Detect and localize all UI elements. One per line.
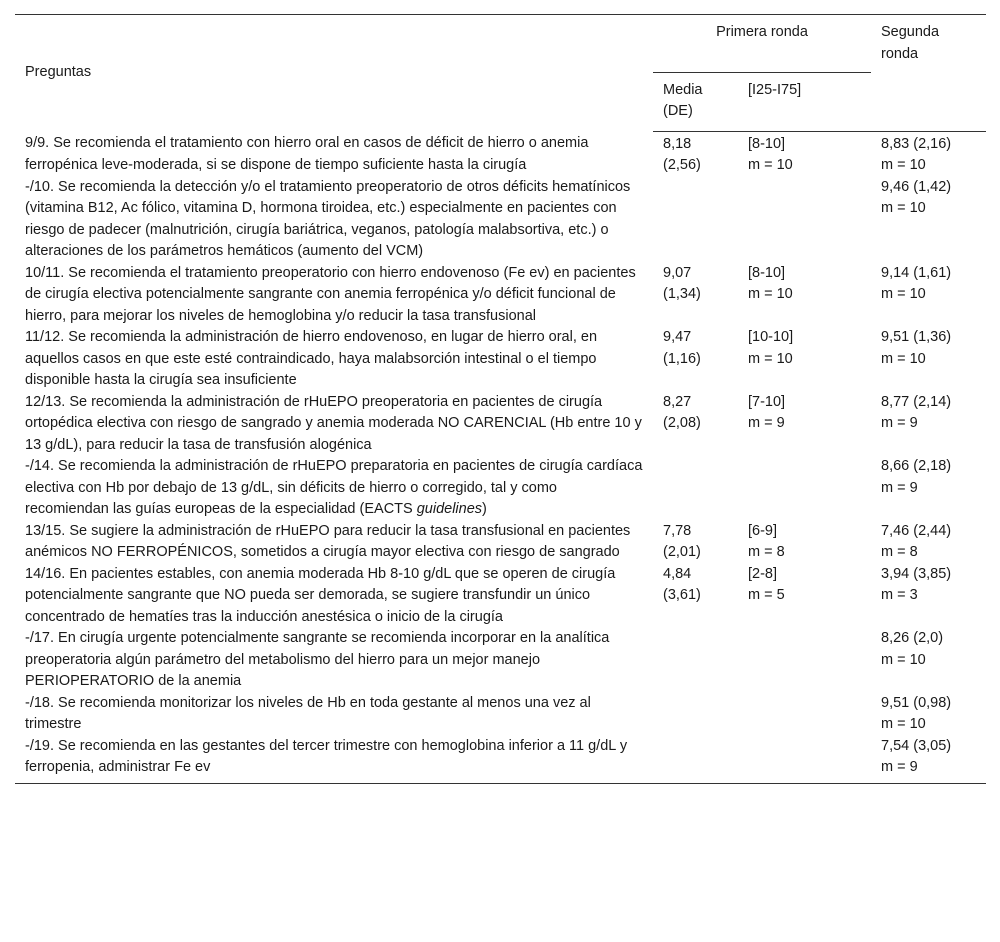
mean-cell: 9,47 (1,16) xyxy=(663,329,701,367)
iqr-cell xyxy=(738,564,871,629)
median-value: m = 10 xyxy=(748,157,793,173)
iqr-cell xyxy=(738,263,871,328)
table-row xyxy=(15,131,986,177)
round2-mean: 9,14 (1,61) xyxy=(881,264,952,281)
median-value: m = 10 xyxy=(748,350,793,367)
round2-cell xyxy=(871,177,986,263)
question-cell: -/18. Se recomienda monitorizar los niveles de Hb en toda gestante al menos una vez al trimestre xyxy=(25,694,591,732)
iqr-cell xyxy=(738,327,871,392)
round2-mean: 3,94 (3,85) xyxy=(881,565,952,582)
question-cell: 14/16. En pacientes estables, con anemia moderada Hb 8-10 g/dL que se operen de cirugía potencialmente sangrante que NO pueda ser demorada, se sugiere transfundir un único concentrado de hematíes tras la inducción anestésica o inicio de la cirugía xyxy=(25,565,616,625)
mean-cell xyxy=(653,628,738,693)
iqr-cell xyxy=(738,177,871,263)
table-row xyxy=(15,456,986,521)
median-value: m = 10 xyxy=(748,286,793,302)
round2-median: m = 10 xyxy=(881,286,926,302)
round2-median: m = 10 xyxy=(881,651,926,668)
header-primera-ronda: Primera ronda xyxy=(653,15,871,73)
question-cell: 11/12. Se recomienda la administración de hierro endovenoso, en lugar de hierro oral, en aquellos casos en que este esté contraindicado, haya malabsorción intestinal o el tiempo disponible hasta la cirugía sea insuficiente xyxy=(25,329,598,388)
round2-cell xyxy=(871,456,986,521)
round2-cell xyxy=(871,564,986,629)
round2-cell xyxy=(871,392,986,457)
round2-median: m = 10 xyxy=(881,157,926,173)
mean-cell: 8,18 (2,56) xyxy=(663,135,701,173)
question-cell: -/19. Se recomienda en las gestantes del tercer trimestre con hemoglobina inferior a 11 g/dL y ferropenia, administrar Fe ev xyxy=(15,736,653,784)
iqr-value: [6-9] xyxy=(748,522,778,539)
round2-mean: 9,51 (1,36) xyxy=(881,329,952,345)
question-cell: -/17. En cirugía urgente potencialmente sangrante se recomienda incorporar en la analítica preoperatoria algún parámetro del metabolismo del hierro para un mejor manejo PERIOPERATORIO de la anemia xyxy=(25,630,610,689)
median-value: m = 5 xyxy=(748,587,785,603)
round2-cell xyxy=(871,263,986,328)
iqr-cell xyxy=(738,628,871,693)
question-text: -/14. Se recomienda la administración de rHuEPO preparatoria en pacientes de cirugía cardíaca electiva con Hb por debajo de 13 g/dL, sin déficits de hierro o corregido, tal y como recomiendan las guías europeas de la especialidad (EACTS xyxy=(25,458,643,517)
iqr-cell xyxy=(738,392,871,457)
round2-mean: 8,26 (2,0) xyxy=(881,630,944,646)
mean-cell: 4,84 (3,61) xyxy=(663,565,701,603)
table-row xyxy=(15,327,986,392)
mean-cell xyxy=(653,177,738,263)
header-preguntas: Preguntas xyxy=(25,64,92,81)
question-cell: 13/15. Se sugiere la administración de rHuEPO para reducir la tasa transfusional en pacientes anémicos NO FERROPÉNICOS, sometidos a cirugía mayor electiva con riesgo de sangrado xyxy=(25,522,631,560)
round2-median: m = 9 xyxy=(881,415,918,431)
round2-median: m = 10 xyxy=(881,200,926,216)
iqr-value: [8-10] xyxy=(748,135,786,152)
iqr-value: [7-10] xyxy=(748,393,786,410)
iqr-cell xyxy=(738,736,871,784)
mean-cell xyxy=(653,736,738,784)
round2-median: m = 10 xyxy=(881,716,926,732)
round2-mean: 7,46 (2,44) xyxy=(881,522,952,539)
question-cell: 9/9. Se recomienda el tratamiento con hierro oral en casos de déficit de hierro o anemia ferropénica leve-moderada, si se dispone de tiempo suficiente hasta la cirugía xyxy=(25,135,589,173)
question-cell: 10/11. Se recomienda el tratamiento preoperatorio con hierro endovenoso (Fe ev) en pacientes de cirugía electiva potencialmente sangrante con anemia ferropénica y/o déficit funcional de hierro, para mejorar los niveles de hemoglobina y/o reducir la tasa transfusional xyxy=(25,264,636,324)
round2-median: m = 8 xyxy=(881,544,918,560)
question-cell xyxy=(15,456,653,521)
round2-median: m = 3 xyxy=(881,587,918,603)
round2-cell xyxy=(871,131,986,177)
round2-mean: 8,83 (2,16) xyxy=(881,135,952,152)
table-row xyxy=(15,521,986,564)
iqr-cell xyxy=(738,131,871,177)
header-row-top xyxy=(15,15,986,73)
round2-mean: 9,46 (1,42) xyxy=(881,178,952,195)
round2-mean: 8,77 (2,14) xyxy=(881,393,952,410)
table-row xyxy=(15,564,986,629)
results-table xyxy=(15,14,986,784)
table-row xyxy=(15,628,986,693)
question-cell: 12/13. Se recomienda la administración de rHuEPO preoperatoria en pacientes de cirugía ortopédica electiva con riesgo de sangrado y anemia moderada NO CARENCIAL (Hb entre 10 y 13 g/dL), para reducir la tasa de transfusión alogénica xyxy=(25,393,642,453)
round2-cell xyxy=(871,628,986,693)
round2-cell xyxy=(871,327,986,392)
table-row xyxy=(15,263,986,328)
round2-mean: 9,51 (0,98) xyxy=(881,694,952,711)
iqr-cell xyxy=(738,521,871,564)
header-iqr: [I25-I75] xyxy=(738,72,871,131)
iqr-value: [8-10] xyxy=(748,264,786,281)
table-row xyxy=(15,693,986,736)
round2-cell xyxy=(871,521,986,564)
iqr-value: [2-8] xyxy=(748,565,778,582)
iqr-cell xyxy=(738,693,871,736)
round2-mean: 7,54 (3,05) xyxy=(881,737,952,754)
round2-cell xyxy=(871,736,986,784)
iqr-cell xyxy=(738,456,871,521)
table-row xyxy=(15,177,986,263)
header-segunda-ronda: Segunda ronda xyxy=(881,24,940,62)
question-cell: -/10. Se recomienda la detección y/o el tratamiento preoperatorio de otros déficits hematínicos (vitamina B12, Ac fólico, vitamina D, hormona tiroidea, etc.) especialmente en pacientes con riesgo de padecer (malnutrición, cirugía bariátrica, veganos, patología malabsortiva, etc.) o alteraciones de los parámetros hemáticos (aumento del VCM) xyxy=(25,178,631,259)
round2-cell xyxy=(871,693,986,736)
mean-cell: 9,07 (1,34) xyxy=(663,264,701,302)
mean-cell xyxy=(653,693,738,736)
results-table-container xyxy=(15,14,986,784)
mean-cell: 7,78 (2,01) xyxy=(663,522,701,560)
round2-median: m = 9 xyxy=(881,759,918,775)
round2-median: m = 9 xyxy=(881,479,918,496)
table-row xyxy=(15,392,986,457)
mean-cell xyxy=(653,456,738,521)
table-row xyxy=(15,736,986,784)
median-value: m = 9 xyxy=(748,415,785,431)
question-tail: ) xyxy=(482,501,487,517)
header-media-de: Media (DE) xyxy=(653,72,738,131)
question-emphasis: guidelines xyxy=(416,501,483,517)
round2-mean: 8,66 (2,18) xyxy=(881,458,952,474)
mean-cell: 8,27 (2,08) xyxy=(663,393,701,431)
median-value: m = 8 xyxy=(748,544,785,560)
round2-median: m = 10 xyxy=(881,350,926,367)
iqr-value: [10-10] xyxy=(748,329,794,345)
header-segunda-blank xyxy=(871,72,986,131)
